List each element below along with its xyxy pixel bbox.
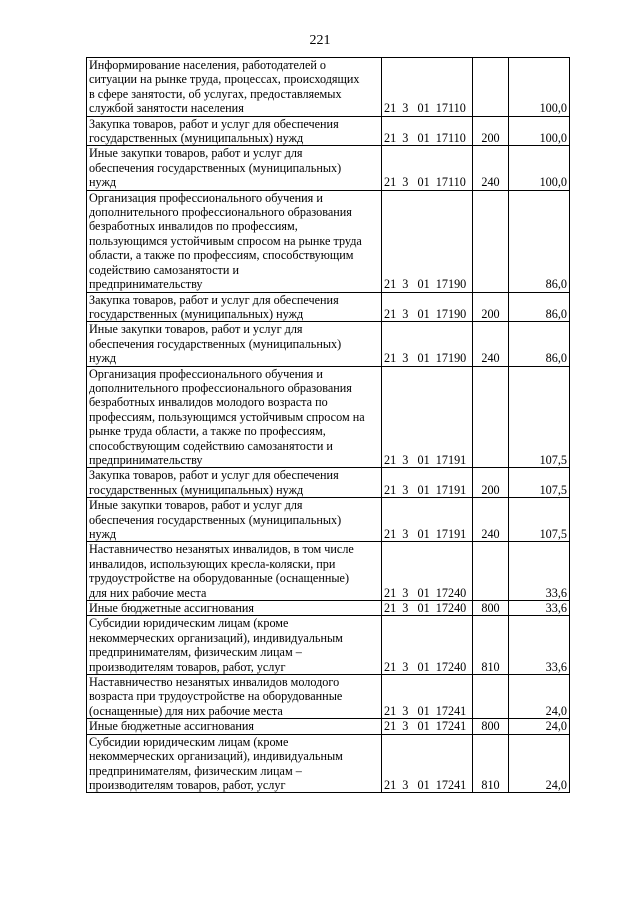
row-description	[87, 116, 382, 146]
description-line: обеспечения государственных (муниципальных)	[89, 160, 342, 175]
row-code: 21 3 01 17110	[382, 58, 473, 117]
description-line: обеспечения государственных (муниципальных)	[89, 512, 342, 527]
table-row	[87, 322, 570, 366]
row-amount: 107,5	[509, 366, 570, 468]
row-amount: 24,0	[509, 719, 570, 734]
row-description	[87, 498, 382, 542]
row-description	[87, 468, 382, 498]
row-expense-type: 200	[473, 116, 509, 146]
description-line: дополнительного профессионального образования	[89, 205, 352, 220]
row-amount: 33,6	[509, 542, 570, 601]
row-description	[87, 190, 382, 292]
row-code: 21 3 01 17240	[382, 601, 473, 616]
table-row	[87, 366, 570, 468]
table-row	[87, 719, 570, 734]
row-code: 21 3 01 17241	[382, 675, 473, 719]
description-line: Наставничество незанятых инвалидов, в том числе	[89, 542, 354, 557]
description-line: государственных (муниципальных) нужд	[89, 482, 304, 497]
description-line: пользующимся устойчивым спросом на рынке труда	[89, 233, 362, 248]
row-code: 21 3 01 17110	[382, 116, 473, 146]
row-description	[87, 542, 382, 601]
row-amount: 107,5	[509, 498, 570, 542]
description-line: Иные бюджетные ассигнования	[89, 601, 255, 616]
row-expense-type: 240	[473, 498, 509, 542]
row-code: 21 3 01 17190	[382, 322, 473, 366]
table-row	[87, 190, 570, 292]
table-row	[87, 542, 570, 601]
description-line: предпринимательству	[89, 452, 203, 467]
description-line: (оснащенные) для них рабочие места	[89, 703, 283, 718]
row-code: 21 3 01 17241	[382, 719, 473, 734]
row-expense-type: 800	[473, 719, 509, 734]
table-row	[87, 498, 570, 542]
description-line: области, а также по профессиям, способствующим	[89, 248, 354, 263]
budget-table-body	[87, 58, 570, 793]
description-line: Организация профессионального обучения и	[89, 190, 323, 205]
description-line: дополнительного профессионального образования	[89, 380, 352, 395]
description-line: Иные закупки товаров, работ и услуг для	[89, 146, 303, 161]
page-number: 221	[309, 33, 331, 48]
table-row	[87, 292, 570, 322]
row-description	[87, 322, 382, 366]
row-expense-type: 810	[473, 616, 509, 675]
row-description	[87, 601, 382, 616]
row-amount: 33,6	[509, 601, 570, 616]
table-row	[87, 601, 570, 616]
description-line: государственных (муниципальных) нужд	[89, 131, 304, 146]
description-line: безработных инвалидов молодого возраста по	[89, 395, 328, 410]
row-code: 21 3 01 17191	[382, 366, 473, 468]
row-description	[87, 675, 382, 719]
description-line: Закупка товаров, работ и услуг для обеспечения	[89, 116, 339, 131]
description-line: нужд	[89, 527, 117, 541]
row-code: 21 3 01 17241	[382, 734, 473, 793]
row-expense-type	[473, 542, 509, 601]
row-expense-type: 200	[473, 292, 509, 322]
table-row	[87, 468, 570, 498]
row-description	[87, 719, 382, 734]
row-description	[87, 734, 382, 793]
table-row	[87, 616, 570, 675]
description-line: производителям товаров, работ, услуг	[89, 659, 286, 674]
description-line: Иные бюджетные ассигнования	[89, 719, 255, 734]
description-line: рынке труда области, а также по профессиям,	[89, 424, 326, 439]
description-line: Субсидии юридическим лицам (кроме	[89, 616, 289, 631]
row-description	[87, 616, 382, 675]
table-row	[87, 116, 570, 146]
row-expense-type: 200	[473, 468, 509, 498]
description-line: Наставничество незанятых инвалидов молодого	[89, 675, 340, 690]
table-row	[87, 675, 570, 719]
budget-table	[86, 57, 570, 793]
row-code: 21 3 01 17240	[382, 616, 473, 675]
description-line: Закупка товаров, работ и услуг для обеспечения	[89, 468, 339, 483]
row-expense-type	[473, 58, 509, 117]
row-amount: 100,0	[509, 58, 570, 117]
row-amount: 24,0	[509, 675, 570, 719]
description-line: в сфере занятости, об услугах, предоставляемых	[89, 86, 342, 101]
description-line: способствующим содействию самозанятости и	[89, 438, 333, 453]
row-code: 21 3 01 17191	[382, 468, 473, 498]
row-description	[87, 292, 382, 322]
row-amount: 86,0	[509, 190, 570, 292]
row-expense-type: 240	[473, 322, 509, 366]
row-code: 21 3 01 17110	[382, 146, 473, 190]
row-description	[87, 146, 382, 190]
description-line: производителям товаров, работ, услуг	[89, 777, 286, 792]
row-description	[87, 366, 382, 468]
description-line: предпринимателям, физическим лицам –	[89, 763, 302, 778]
description-line: инвалидов, использующих кресла-коляски, при	[89, 556, 336, 571]
description-line: Информирование населения, работодателей о	[89, 58, 327, 72]
description-line: обеспечения государственных (муниципальных)	[89, 336, 342, 351]
row-expense-type: 240	[473, 146, 509, 190]
description-line: предпринимателям, физическим лицам –	[89, 645, 302, 660]
table-row	[87, 734, 570, 793]
row-expense-type	[473, 675, 509, 719]
description-line: некоммерческих организаций), индивидуальным	[89, 630, 343, 645]
row-amount: 107,5	[509, 468, 570, 498]
row-amount: 100,0	[509, 146, 570, 190]
row-expense-type: 810	[473, 734, 509, 793]
table-row	[87, 58, 570, 117]
row-code: 21 3 01 17190	[382, 190, 473, 292]
description-line: трудоустройстве на оборудованные (оснащенные)	[89, 571, 350, 586]
description-line: государственных (муниципальных) нужд	[89, 306, 304, 321]
description-line: безработных инвалидов по профессиям,	[89, 219, 298, 234]
row-expense-type: 800	[473, 601, 509, 616]
description-line: Закупка товаров, работ и услуг для обеспечения	[89, 292, 339, 307]
row-amount: 86,0	[509, 322, 570, 366]
table-row	[87, 146, 570, 190]
description-line: профессиям, пользующимся устойчивым спросом на	[89, 409, 365, 424]
description-line: предпринимательству	[89, 277, 203, 292]
description-line: Субсидии юридическим лицам (кроме	[89, 734, 289, 749]
description-line: Организация профессионального обучения и	[89, 366, 323, 381]
row-amount: 100,0	[509, 116, 570, 146]
description-line: некоммерческих организаций), индивидуальным	[89, 749, 343, 764]
description-line: ситуации на рынке труда, процессах, происходящих	[89, 72, 360, 87]
description-line: нужд	[89, 351, 117, 366]
description-line: содействию самозанятости и	[89, 262, 239, 277]
description-line: нужд	[89, 175, 117, 190]
row-amount: 86,0	[509, 292, 570, 322]
row-expense-type	[473, 190, 509, 292]
row-code: 21 3 01 17191	[382, 498, 473, 542]
row-code: 21 3 01 17190	[382, 292, 473, 322]
row-amount: 24,0	[509, 734, 570, 793]
description-line: Иные закупки товаров, работ и услуг для	[89, 322, 303, 337]
row-amount: 33,6	[509, 616, 570, 675]
row-description	[87, 58, 382, 117]
description-line: службой занятости населения	[89, 101, 244, 116]
row-code: 21 3 01 17240	[382, 542, 473, 601]
description-line: Иные закупки товаров, работ и услуг для	[89, 498, 303, 513]
description-line: возраста при трудоустройстве на оборудованные	[89, 689, 343, 704]
description-line: для них рабочие места	[89, 585, 207, 600]
row-expense-type	[473, 366, 509, 468]
